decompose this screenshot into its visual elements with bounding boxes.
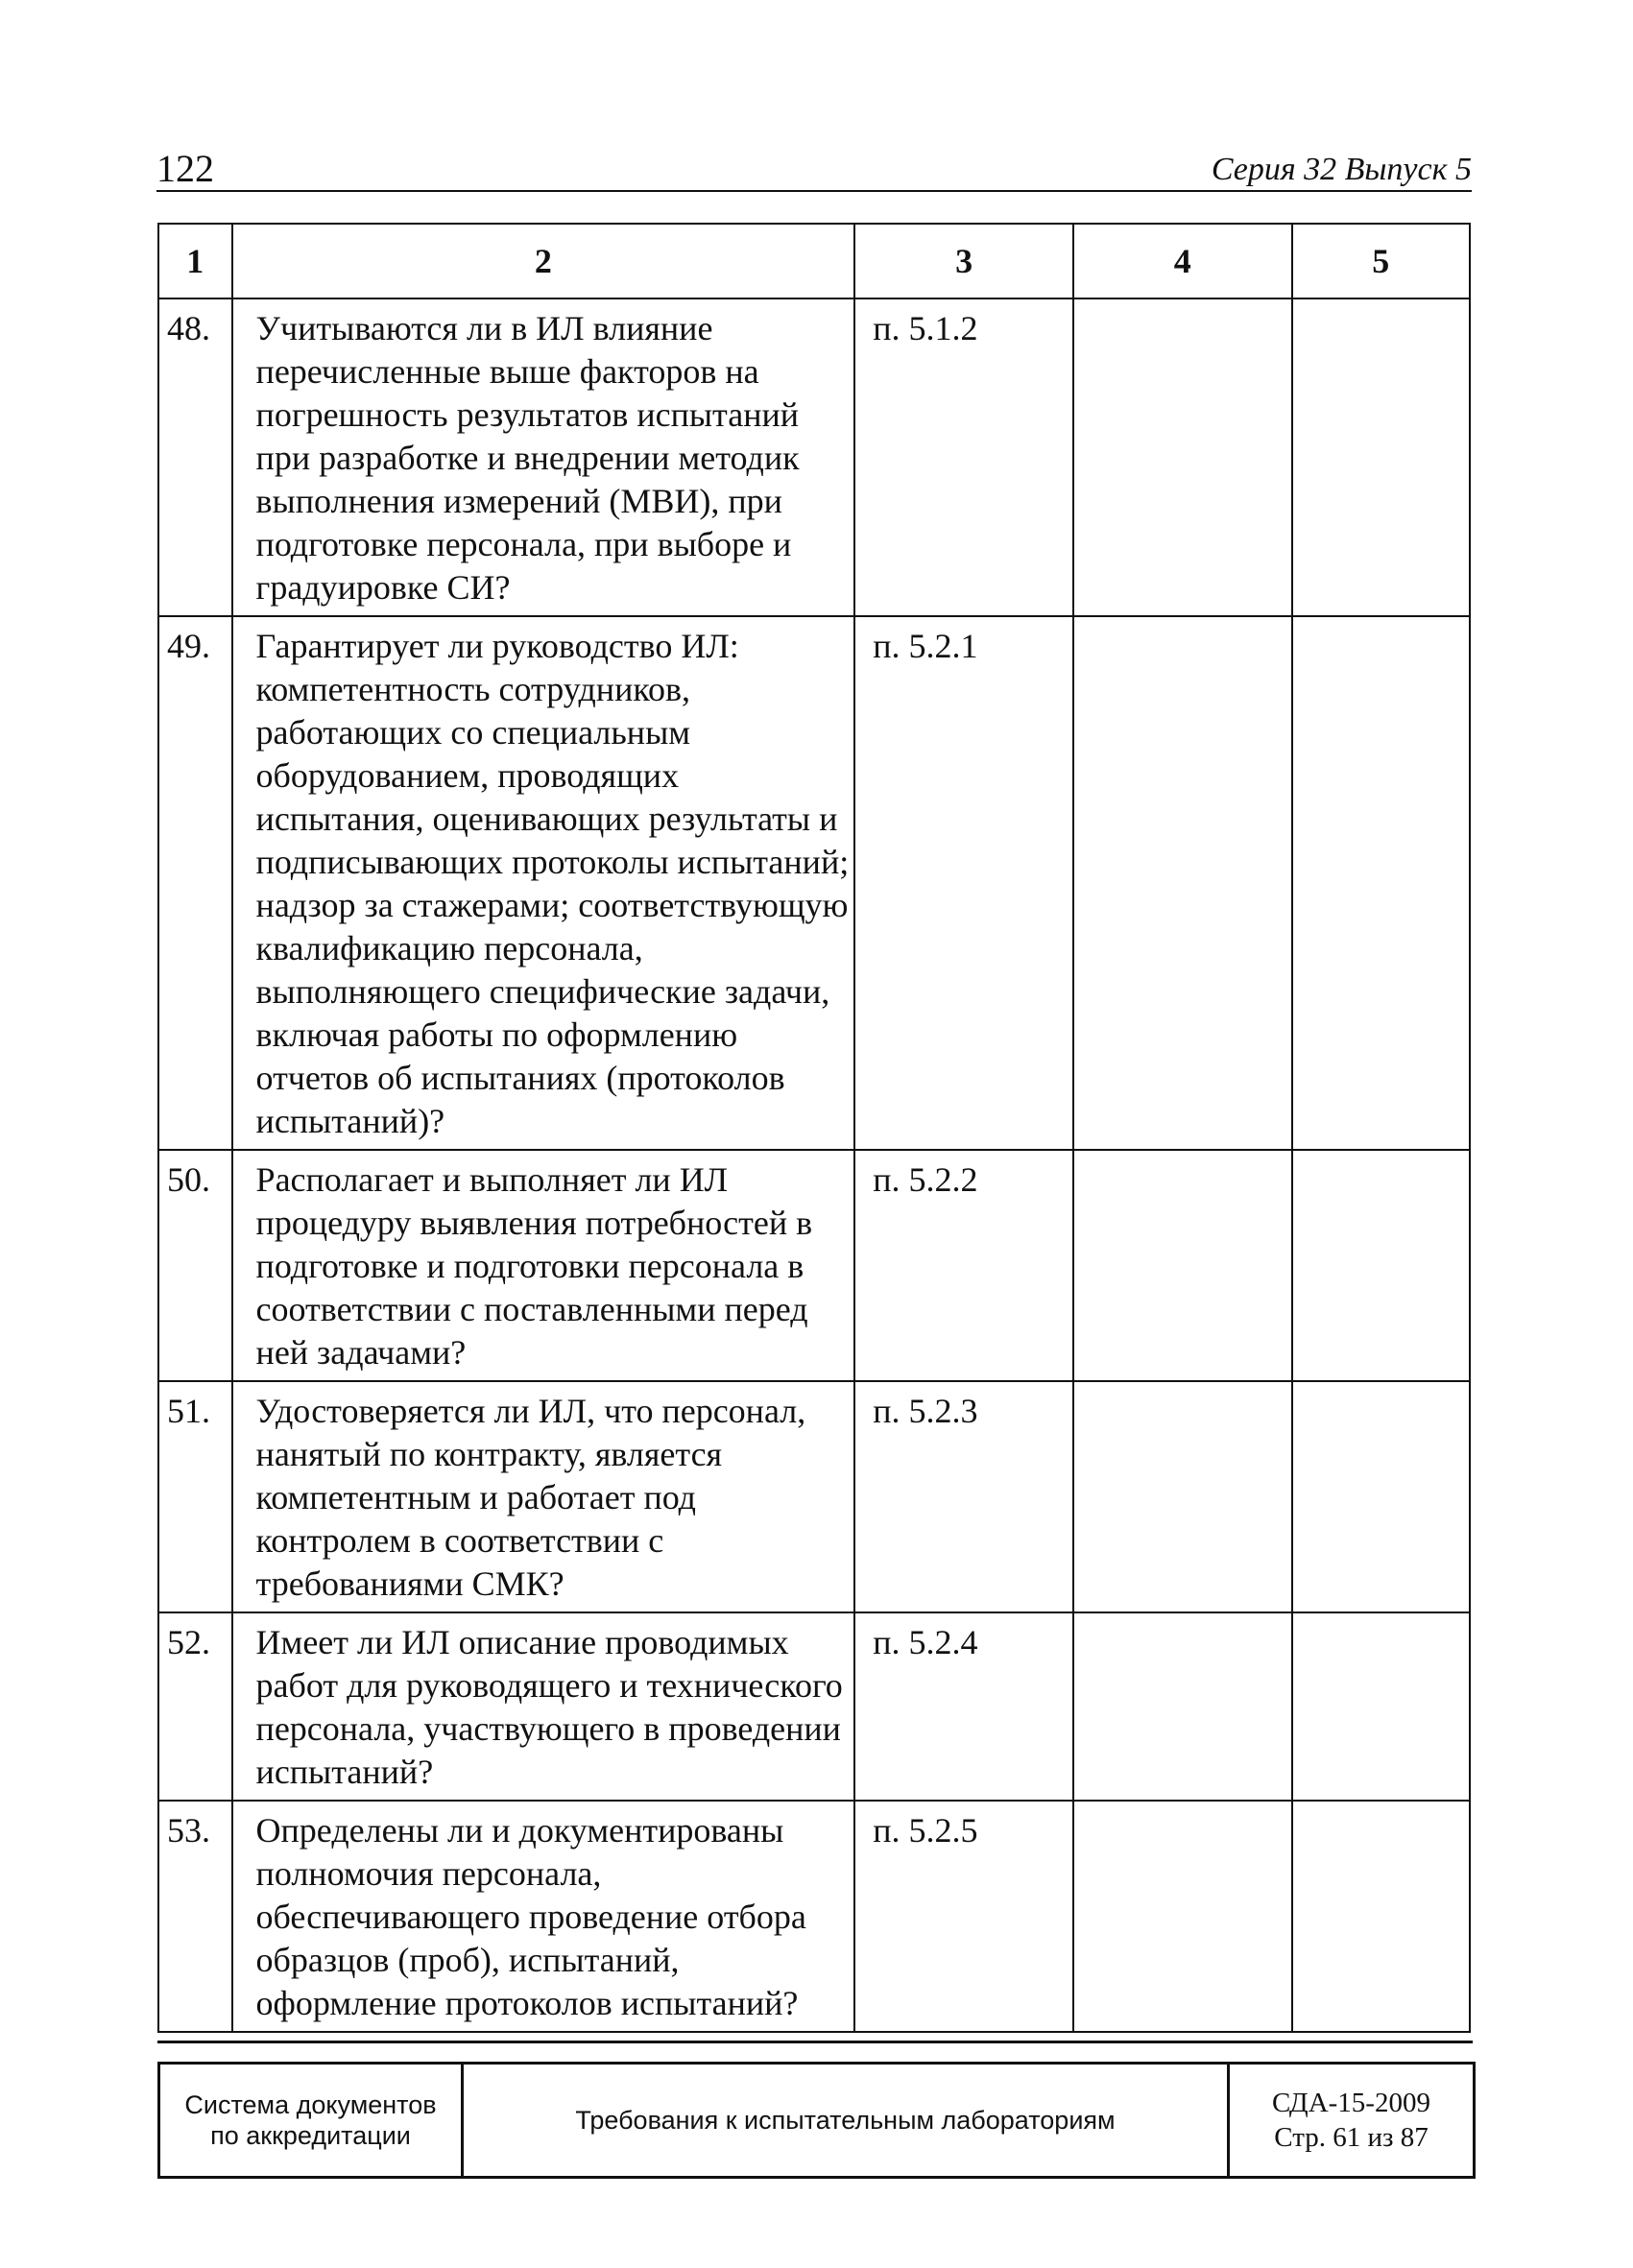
row-question: Учитываются ли в ИЛ влияние перечисленные выше факторов на погрешность результатов испытаний при разработке и внедрении методик выполнения измерений (МВИ), при подготовке персонала, при выборе и градуировке СИ? (232, 298, 855, 616)
column-header-2: 2 (232, 224, 855, 298)
footer-document-code (1229, 2064, 1475, 2178)
row-col5 (1292, 1381, 1470, 1612)
column-header-4: 4 (1073, 224, 1292, 298)
row-col5 (1292, 298, 1470, 616)
row-col4 (1073, 1381, 1292, 1612)
row-question: Располагает и выполняет ли ИЛ процедуру выявления потребностей в подготовке и подготовки персонала в соответствии с поставленными перед ней задачами? (232, 1150, 855, 1381)
page-header (156, 144, 1472, 192)
column-header-3: 3 (854, 224, 1073, 298)
table-header-row (158, 224, 1470, 298)
table-row (158, 1381, 1470, 1612)
table-row (158, 298, 1470, 616)
row-reference: п. 5.2.2 (854, 1150, 1073, 1381)
row-number: 50. (158, 1150, 232, 1381)
footer-document-title: Требования к испытательным лабораториям (463, 2064, 1229, 2178)
row-question: Имеет ли ИЛ описание проводимых работ для руководящего и технического персонала, участвующего в проведении испытаний? (232, 1612, 855, 1801)
row-col5 (1292, 1801, 1470, 2032)
row-number: 52. (158, 1612, 232, 1801)
column-header-1: 1 (158, 224, 232, 298)
row-question: Удостоверяется ли ИЛ, что персонал, нанятый по контракту, является компетентным и работает под контролем в соответствии с требованиями СМК? (232, 1381, 855, 1612)
column-header-5: 5 (1292, 224, 1470, 298)
footer-divider (157, 2041, 1473, 2043)
checklist-table (157, 223, 1471, 2033)
row-col4 (1073, 616, 1292, 1150)
row-col4 (1073, 1150, 1292, 1381)
page-number: 122 (156, 147, 214, 190)
table-row (158, 616, 1470, 1150)
footer-left-line2: по аккредитации (210, 2121, 411, 2150)
row-col5 (1292, 1612, 1470, 1801)
row-col4 (1073, 298, 1292, 616)
row-reference: п. 5.2.3 (854, 1381, 1073, 1612)
row-reference: п. 5.2.1 (854, 616, 1073, 1150)
footer-right-line1: СДА-15-2009 (1272, 2088, 1430, 2118)
row-number: 53. (158, 1801, 232, 2032)
row-col5 (1292, 616, 1470, 1150)
row-col4 (1073, 1801, 1292, 2032)
footer-system-label (159, 2064, 463, 2178)
series-title: Серия 32 Выпуск 5 (1211, 152, 1472, 187)
footer-stamp (157, 2062, 1476, 2179)
row-question: Определены ли и документированы полномочия персонала, обеспечивающего проведение отбора образцов (проб), испытаний, оформление протоколов испытаний? (232, 1801, 855, 2032)
row-number: 49. (158, 616, 232, 1150)
row-reference: п. 5.1.2 (854, 298, 1073, 616)
row-number: 51. (158, 1381, 232, 1612)
row-col4 (1073, 1612, 1292, 1801)
footer-right-line2: Стр. 61 из 87 (1274, 2122, 1429, 2153)
table-row (158, 1612, 1470, 1801)
table-row (158, 1150, 1470, 1381)
row-col5 (1292, 1150, 1470, 1381)
row-reference: п. 5.2.4 (854, 1612, 1073, 1801)
row-reference: п. 5.2.5 (854, 1801, 1073, 2032)
row-number: 48. (158, 298, 232, 616)
row-question: Гарантирует ли руководство ИЛ: компетентность сотрудников, работающих со специальным оборудованием, проводящих испытания, оценивающих результаты и подписывающих протоколы испытаний; надзор за стажерами; соответствующую квалификацию персонала, выполняющего специфические задачи, включая работы по оформлению отчетов об испытаниях (протоколов испытаний)? (232, 616, 855, 1150)
footer-left-line1: Система документов (184, 2090, 437, 2119)
table-row (158, 1801, 1470, 2032)
